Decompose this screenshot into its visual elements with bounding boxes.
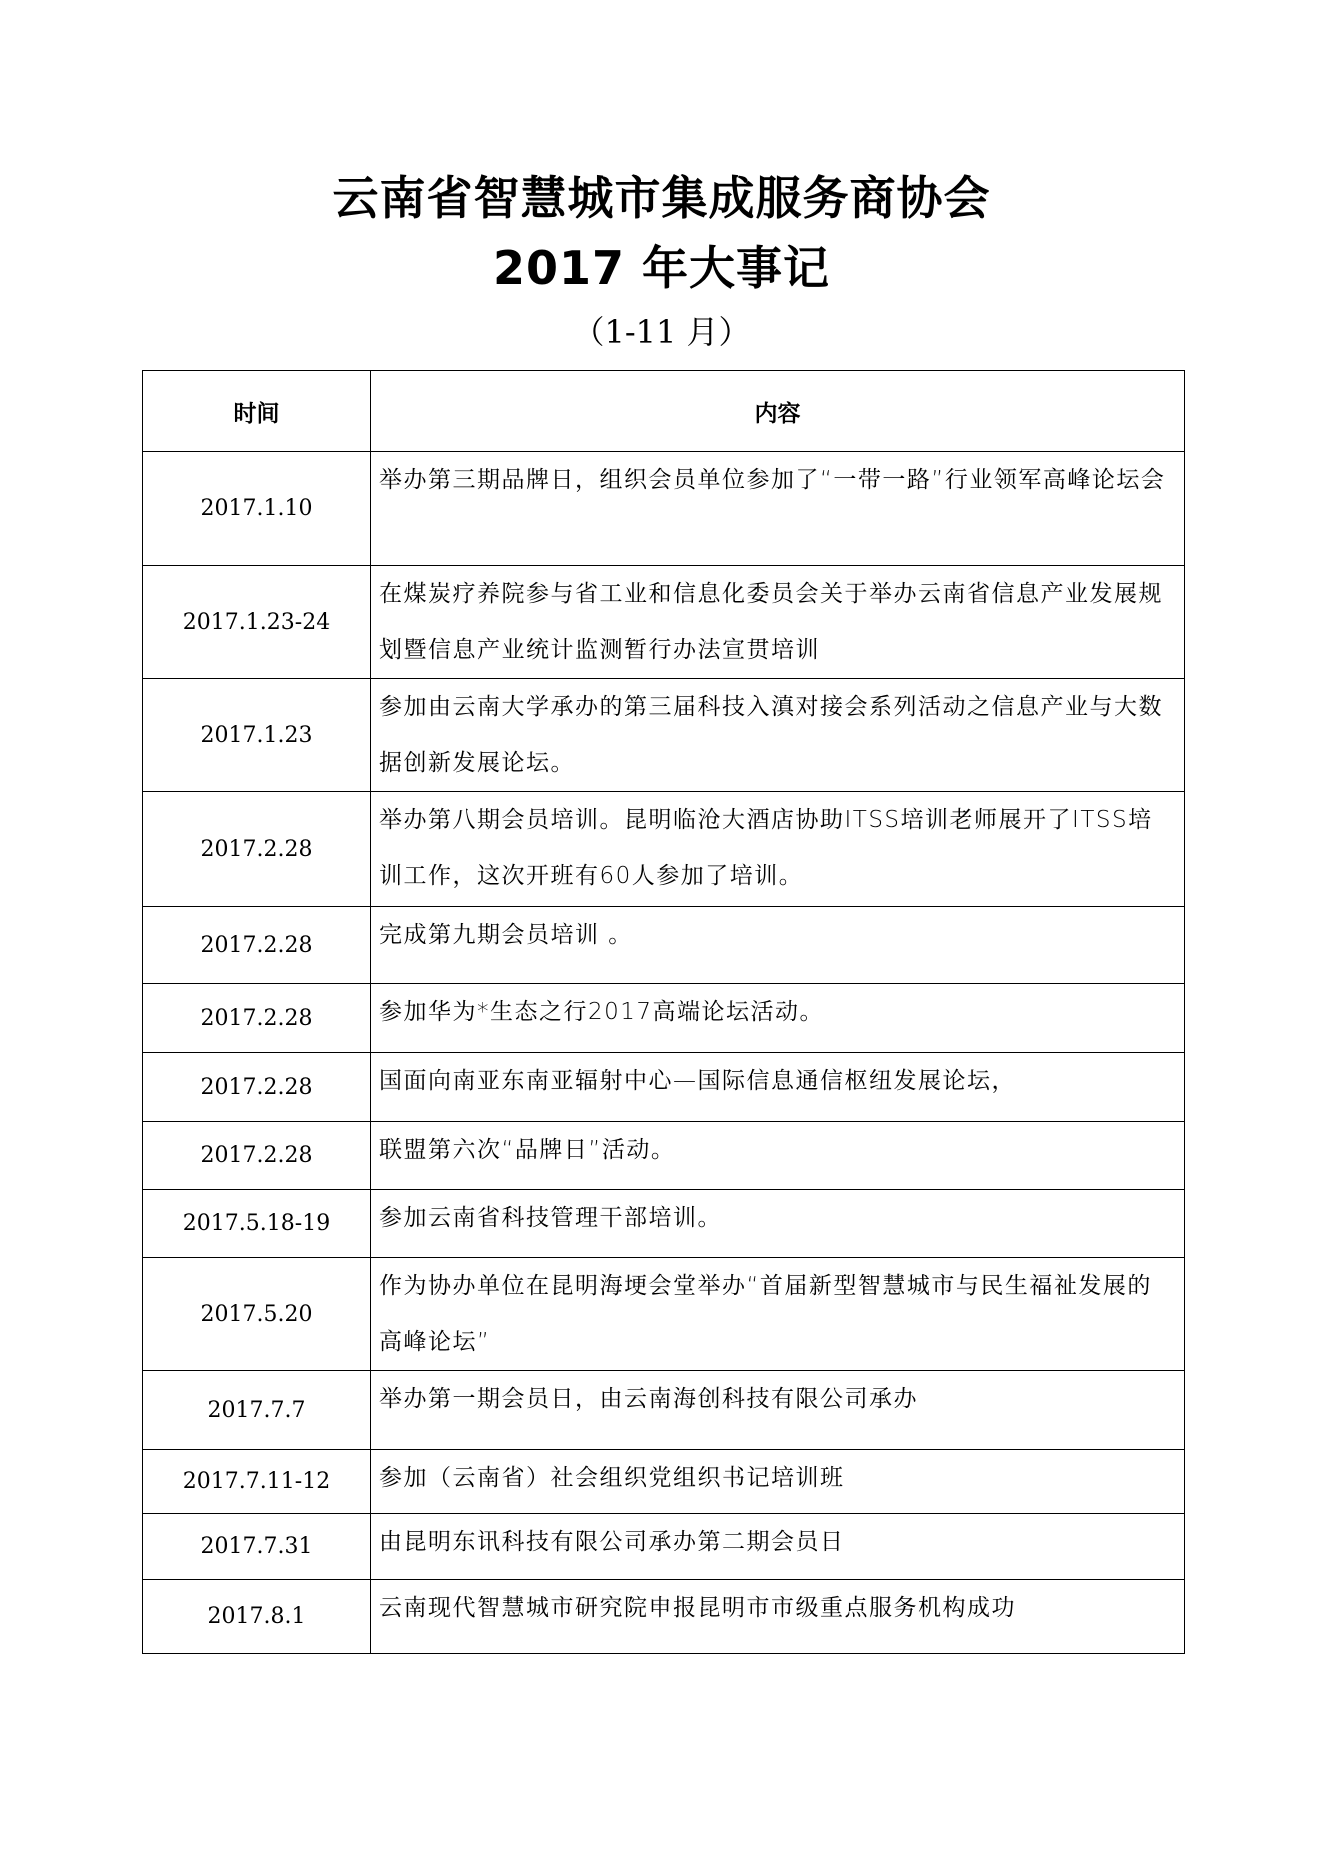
- table-row: [143, 792, 1185, 907]
- event-date: 2017.1.23: [143, 679, 371, 792]
- event-content: 云南现代智慧城市研究院申报昆明市市级重点服务机构成功: [371, 1580, 1185, 1654]
- event-date: 2017.2.28: [143, 792, 371, 907]
- event-content: 国面向南亚东南亚辐射中心—国际信息通信枢纽发展论坛，: [371, 1053, 1185, 1122]
- event-content: 参加由云南大学承办的第三届科技入滇对接会系列活动之信息产业与大数据创新发展论坛。: [371, 679, 1185, 792]
- table-row: [143, 907, 1185, 984]
- event-date: 2017.7.11-12: [143, 1450, 371, 1514]
- event-content: 举办第八期会员培训。昆明临沧大酒店协助ITSS培训老师展开了ITSS培训工作，这次开班有60人参加了培训。: [371, 792, 1185, 907]
- event-date: 2017.5.18-19: [143, 1190, 371, 1258]
- event-date: 2017.7.31: [143, 1514, 371, 1580]
- table-row: [143, 452, 1185, 566]
- events-table: [142, 370, 1185, 1654]
- event-content: 参加（云南省）社会组织党组织书记培训班: [371, 1450, 1185, 1514]
- event-content: 参加云南省科技管理干部培训。: [371, 1190, 1185, 1258]
- event-content: 完成第九期会员培训 。: [371, 907, 1185, 984]
- table-row: [143, 679, 1185, 792]
- table-header-row: [143, 371, 1185, 452]
- table-row: [143, 1580, 1185, 1654]
- event-date: 2017.5.20: [143, 1258, 371, 1371]
- event-content: 作为协办单位在昆明海埂会堂举办“首届新型智慧城市与民生福祉发展的高峰论坛”: [371, 1258, 1185, 1371]
- header-date: 时间: [143, 371, 371, 452]
- event-date: 2017.1.23-24: [143, 566, 371, 679]
- document-subtitle: （1-11 月）: [572, 313, 751, 351]
- event-content: 在煤炭疗养院参与省工业和信息化委员会关于举办云南省信息产业发展规划暨信息产业统计监测暂行办法宣贯培训: [371, 566, 1185, 679]
- event-date: 2017.1.10: [143, 452, 371, 566]
- table-row: [143, 1514, 1185, 1580]
- event-date: 2017.2.28: [143, 907, 371, 984]
- event-content: 由昆明东讯科技有限公司承办第二期会员日: [371, 1514, 1185, 1580]
- table-row: [143, 1190, 1185, 1258]
- table-row: [143, 1122, 1185, 1190]
- event-content: 参加华为*生态之行2017高端论坛活动。: [371, 984, 1185, 1053]
- event-date: 2017.2.28: [143, 1122, 371, 1190]
- table-row: [143, 1053, 1185, 1122]
- table-row: [143, 984, 1185, 1053]
- document-title: 云南省智慧城市集成服务商协会: [332, 171, 991, 225]
- event-content: 举办第三期品牌日，组织会员单位参加了“一带一路”行业领军高峰论坛会: [371, 452, 1185, 566]
- event-content: 举办第一期会员日，由云南海创科技有限公司承办: [371, 1371, 1185, 1450]
- table-row: [143, 1450, 1185, 1514]
- table-row: [143, 1371, 1185, 1450]
- event-date: 2017.2.28: [143, 1053, 371, 1122]
- event-date: 2017.8.1: [143, 1580, 371, 1654]
- document-title-year: 2017 年大事记: [492, 241, 831, 295]
- event-date: 2017.7.7: [143, 1371, 371, 1450]
- event-content: 联盟第六次“品牌日”活动。: [371, 1122, 1185, 1190]
- header-content: 内容: [371, 371, 1185, 452]
- table-row: [143, 1258, 1185, 1371]
- event-date: 2017.2.28: [143, 984, 371, 1053]
- table-row: [143, 566, 1185, 679]
